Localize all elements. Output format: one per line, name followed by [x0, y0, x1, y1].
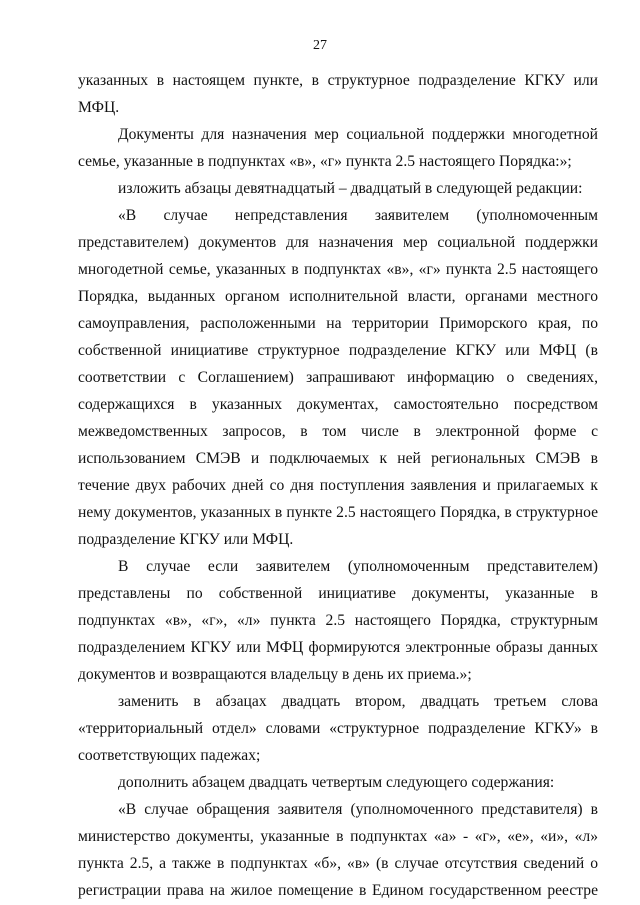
paragraph-4: «В случае непредставления заявителем (уполномоченным представителем) документов для назначения мер социальной поддержки многодетной семье, указанных в подпунктах «в», «г» пункта 2.5 настоящего Порядка, выданных органом исполнительной власти, органами местного самоуправления, расположенными на территории Приморского края, по собственной инициативе структурное подразделение КГКУ или МФЦ (в соответствии с Соглашением) запрашивают информацию о сведениях, содержащихся в указанных документах, самостоятельно посредством межведомственных запросов, в том числе в электронной форме с использованием СМЭВ и подключаемых к ней региональных СМЭВ в течение двух рабочих дней со дня поступления заявления и прилагаемых к нему документов, указанных в пункте 2.5 настоящего Порядка, в структурное подразделение КГКУ или МФЦ.: [78, 207, 598, 548]
page-number: 27: [313, 38, 327, 53]
paragraph-3: изложить абзацы девятнадцатый – двадцатый в следующей редакции:: [118, 180, 583, 197]
paragraph-1: указанных в настоящем пункте, в структурное подразделение КГКУ или МФЦ.: [78, 72, 598, 116]
paragraph-7: дополнить абзацем двадцать четвертым следующего содержания:: [118, 774, 555, 791]
paragraph-6: заменить в абзацах двадцать втором, двадцать третьем слова «территориальный отдел» словами «структурное подразделение КГКУ» в соответствующих падежах;: [78, 693, 598, 764]
paragraph-2: Документы для назначения мер социальной поддержки многодетной семье, указанные в подпунктах «в», «г» пункта 2.5 настоящего Порядка:»;: [78, 126, 598, 170]
paragraph-5: В случае если заявителем (уполномоченным представителем) представлены по собственной инициативе документы, указанные в подпунктах «в», «г», «л» пункта 2.5 настоящего Порядка, структурным подразделением КГКУ или МФЦ формируются электронные образы данных документов и возвращаются владельцу в день их приема.»;: [78, 558, 598, 683]
document-body: [78, 67, 598, 904]
paragraph-8: «В случае обращения заявителя (уполномоченного представителя) в министерство документы, указанные в подпунктах «а» - «г», «е», «и», «л» пункта 2.5, а также в подпунктах «б», «в» (в случае отсутствия сведений о регистрации права на жилое помещение в Едином государственном реестре: [78, 801, 598, 899]
